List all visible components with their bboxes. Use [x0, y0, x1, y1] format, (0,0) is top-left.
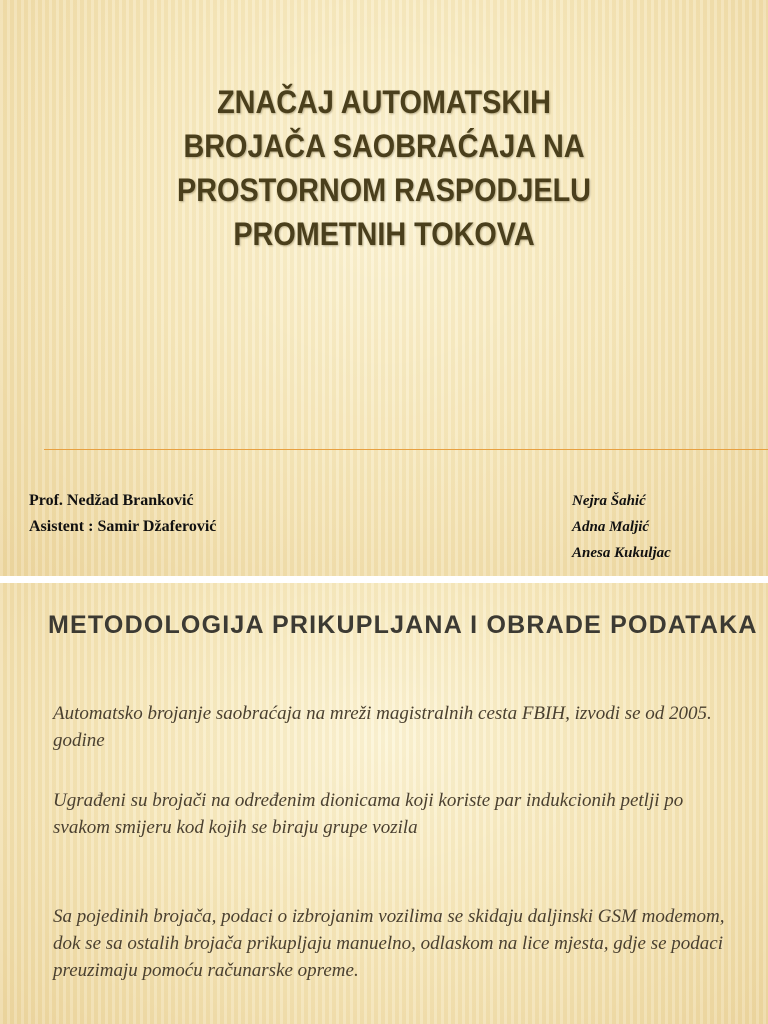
title-line: PROSTORNOM RASPODJELU — [177, 172, 591, 208]
title-line: BROJAČA SAOBRAĆAJA NA — [183, 128, 585, 164]
paragraph: Ugrađeni su brojači na određenim dionicama koji koriste par indukcionih petlji po svakom smijeru kod kojih se biraju grupe vozila — [53, 790, 684, 838]
title-line: ZNAČAJ AUTOMATSKIH — [217, 84, 551, 120]
student-name: Adna Maljić — [572, 519, 650, 535]
assistant-name: Asistent : Samir Džaferović — [29, 518, 217, 535]
title-line: PROMETNIH TOKOVA — [233, 216, 535, 252]
student-name: Anesa Kukuljac — [572, 545, 671, 561]
presentation-title — [92, 80, 675, 256]
students-block — [572, 488, 671, 566]
slide-title: METODOLOGIJA PRIKUPLJANA I OBRADE PODATAKA — [48, 611, 758, 639]
student-name: Nejra Šahić — [572, 493, 646, 509]
divider-line — [44, 449, 768, 450]
paragraph: Sa pojedinih brojača, podaci o izbrojanim vozilima se skidaju daljinski GSM modemom, dok se sa ostalih brojača prikupljaju manuelno, odlaskom na lice mjesta, gdje se podaci preuzimaju pomoću računarske opreme. — [53, 906, 725, 981]
mentors-block — [29, 488, 216, 540]
slide-separator — [0, 576, 768, 583]
paragraph: Automatsko brojanje saobraćaja na mreži magistralnih cesta FBIH, izvodi se od 2005. godine — [53, 703, 712, 751]
professor-name: Prof. Nedžad Branković — [29, 492, 194, 509]
